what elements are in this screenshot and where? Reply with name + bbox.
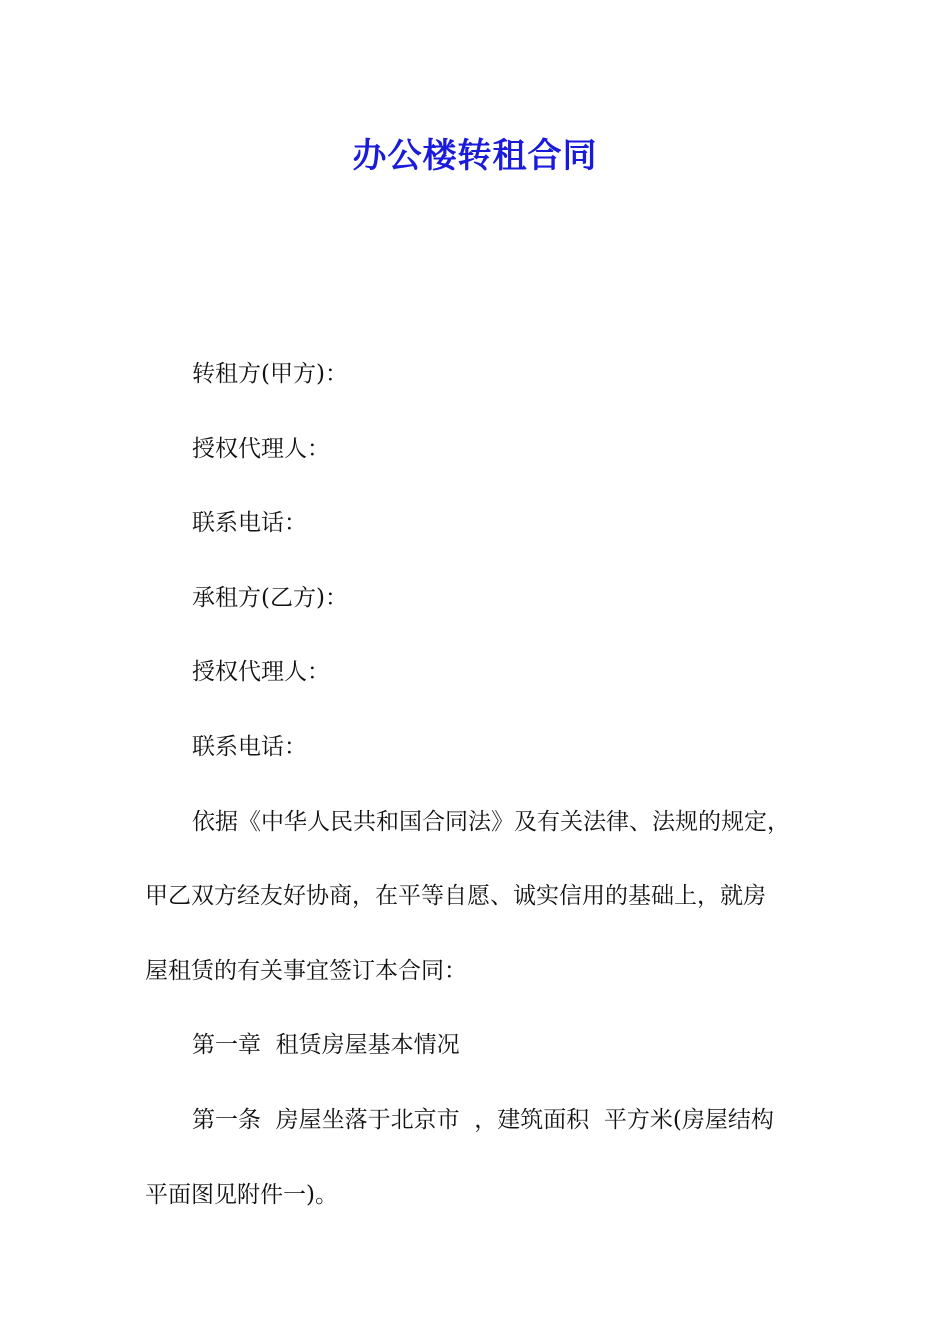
article-1-line-2: 平面图见附件一)。 <box>145 1181 338 1208</box>
party-a-phone-label: 联系电话： <box>192 510 307 537</box>
article-1-line-1: 第一条 房屋坐落于北京市 ，建筑面积 平方米(房屋结构 <box>192 1106 774 1133</box>
document-body <box>145 337 835 1232</box>
party-b-agent-label: 授权代理人： <box>192 659 330 686</box>
preamble-line-2: 甲乙双方经友好协商，在平等自愿、诚实信用的基础上，就房 <box>145 883 766 910</box>
party-b-label: 承租方(乙方)： <box>192 584 348 611</box>
preamble-line-1: 依据《中华人民共和国合同法》及有关法律、法规的规定， <box>192 808 790 835</box>
preamble-line-3: 屋租赁的有关事宜签订本合同： <box>145 957 467 984</box>
chapter-1-heading: 第一章 租赁房屋基本情况 <box>192 1032 460 1059</box>
party-a-label: 转租方(甲方)： <box>192 361 348 387</box>
party-a-agent-label: 授权代理人： <box>192 435 330 462</box>
document-title: 办公楼转租合同 <box>352 136 598 176</box>
party-b-phone-label: 联系电话： <box>192 733 307 760</box>
